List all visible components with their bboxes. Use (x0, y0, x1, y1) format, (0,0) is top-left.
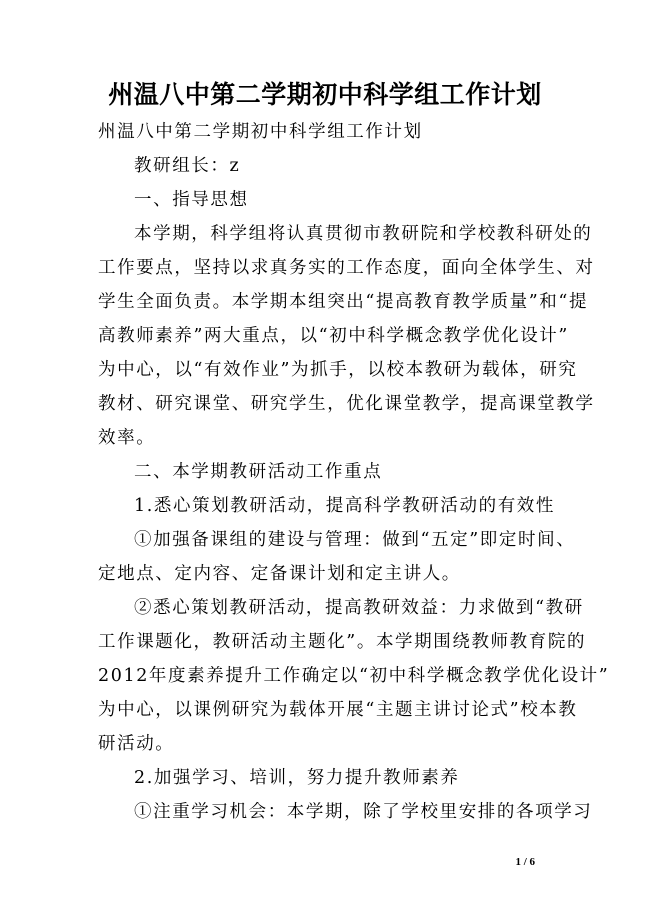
section-heading-1: 一、指导思想 (134, 190, 249, 210)
document-title: 州温八中第二学期初中科学组工作计划 (108, 80, 542, 109)
paragraph-line: 研活动。 (98, 734, 175, 754)
paragraph-line: ①加强备课组的建设与管理：做到“五定”即定时间、 (134, 530, 576, 550)
paragraph-line: 为中心，以课例研究为载体开展“主题主讲讨论式”校本教 (98, 700, 578, 720)
paragraph-line: ②悉心策划教研活动，提高教研效益：力求做到“教研 (134, 598, 584, 618)
paragraph-line: 高教师素养”两大重点，以“初中科学概念教学优化设计” (98, 326, 569, 346)
section-heading-2: 二、本学期教研活动工作重点 (134, 462, 383, 482)
paragraph-line: 2012年度素养提升工作确定以“初中科学概念教学优化设计” (98, 666, 610, 686)
subheading-item-1: 1.悉心策划教研活动，提高科学教研活动的有效性 (134, 496, 555, 516)
paragraph-line: 工作课题化，教研活动主题化”。本学期围绕教师教育院的 (98, 632, 587, 652)
paragraph-line: 效率。 (98, 428, 156, 448)
subheading-item-2: 2.加强学习、培训，努力提升教师素养 (134, 768, 460, 788)
page-number: 1 / 6 (515, 856, 535, 868)
paragraph-line: 工作要点，坚持以求真务实的工作态度，面向全体学生、对 (98, 258, 595, 278)
paragraph-line: 定地点、定内容、定备课计划和定主讲人。 (98, 564, 461, 584)
paragraph-line: 学生全面负责。本学期本组突出“提高教育教学质量”和“提 (98, 292, 589, 312)
paragraph-line: 教材、研究课堂、研究学生，优化课堂教学，提高课堂教学 (98, 394, 595, 414)
group-leader-line: 教研组长：z (134, 156, 241, 176)
paragraph-line: 本学期，科学组将认真贯彻市教研院和学校教科研处的 (134, 224, 593, 244)
paragraph-line: 为中心，以“有效作业”为抓手，以校本教研为载体，研究 (98, 360, 578, 380)
subtitle-line: 州温八中第二学期初中科学组工作计划 (98, 122, 423, 142)
paragraph-line: ①注重学习机会：本学期，除了学校里安排的各项学习 (134, 802, 593, 822)
